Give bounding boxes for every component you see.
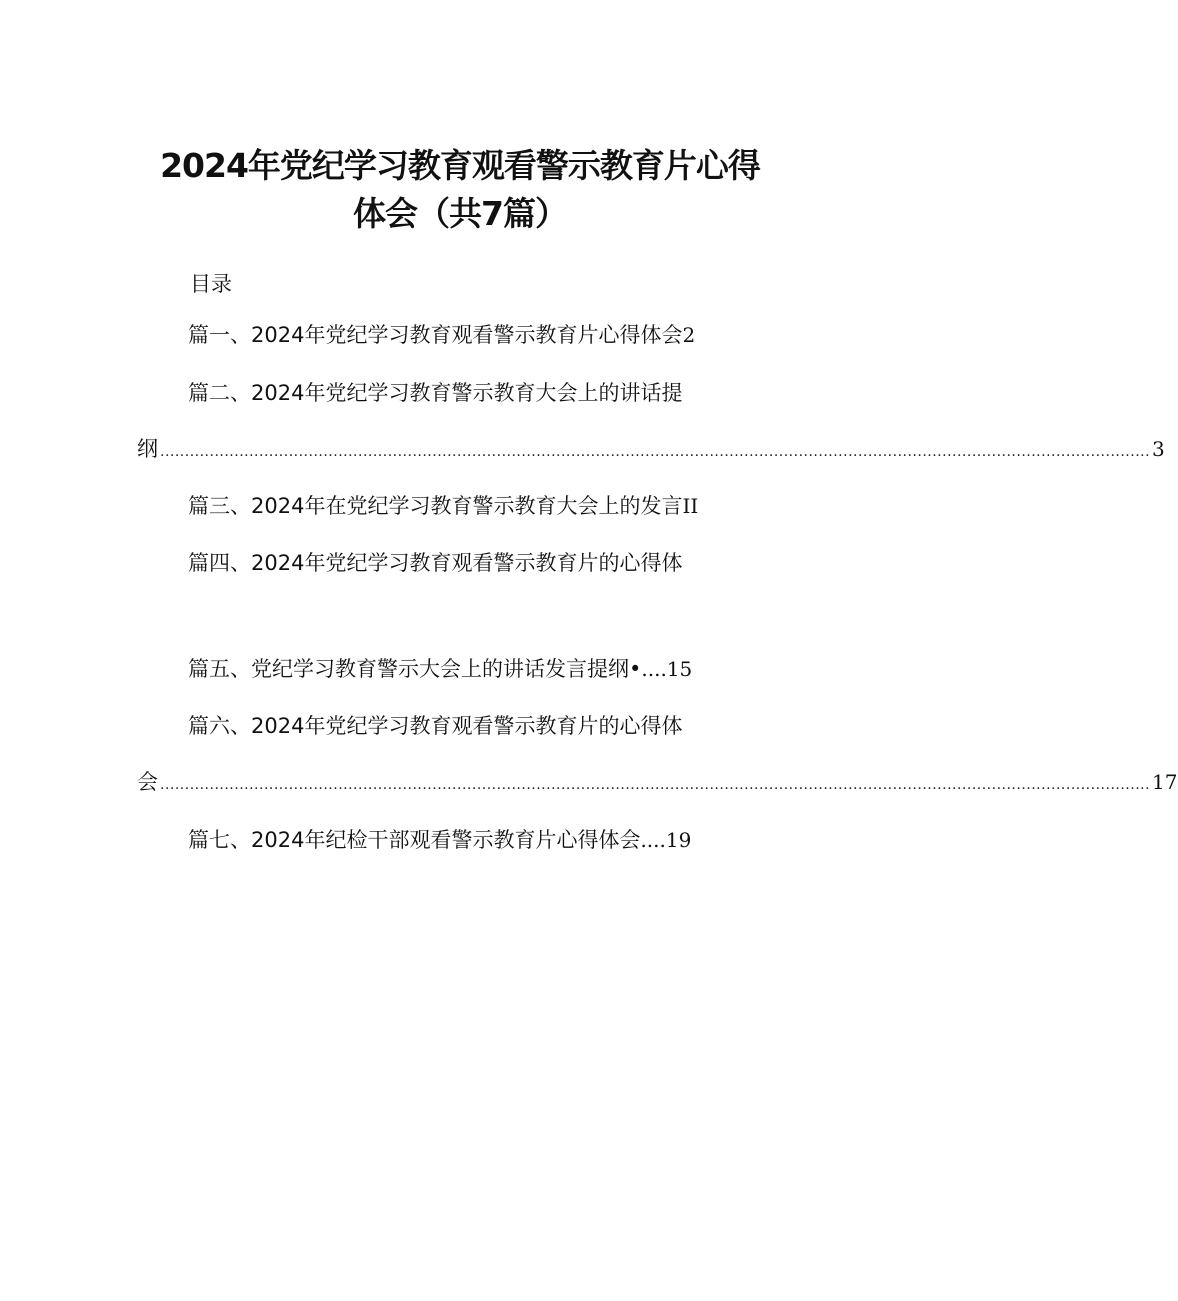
document-title-line-1: 2024年党纪学习教育观看警示教育片心得 (160, 146, 760, 185)
toc-entry-5-page: 15 (666, 657, 693, 681)
toc-entry-3-text: 篇三、2024年在党纪学习教育警示教育大会上的发言 (188, 494, 683, 518)
toc-entry-1[interactable] (188, 320, 695, 350)
toc-entry-6-page: 17 (1152, 770, 1178, 794)
toc-entry-4-text: 篇四、2024年党纪学习教育观看警示教育片的心得体 (188, 551, 683, 575)
document-title-line-2: 体会（共7篇） (353, 194, 567, 233)
toc-entry-7-text: 篇七、2024年纪检干部观看警示教育片心得体会 (188, 828, 641, 852)
toc-entry-5-leader: .... (641, 657, 667, 681)
toc-entry-1-text: 篇一、2024年党纪学习教育观看警示教育片心得体会 (188, 323, 683, 347)
toc-leader-dots: ........................................................................................................................................................................................................ (160, 777, 1151, 793)
toc-entry-2-continuation[interactable] (137, 434, 1165, 467)
toc-entry-2-page: 3 (1152, 437, 1165, 461)
toc-entry-2-cont-text: 纲 (137, 437, 158, 461)
toc-entry-2[interactable] (188, 378, 682, 408)
toc-entry-1-page: 2 (682, 323, 696, 347)
toc-entry-7-page: 19 (665, 828, 692, 852)
toc-entry-6-cont-text: 会 (137, 770, 158, 794)
toc-heading: 目录 (190, 272, 232, 296)
toc-entry-5[interactable] (188, 654, 692, 684)
toc-entry-6[interactable] (188, 711, 682, 741)
toc-entry-7[interactable] (188, 825, 691, 855)
toc-entry-6-continuation[interactable] (137, 767, 1178, 800)
toc-entry-5-text: 篇五、党纪学习教育警示大会上的讲话发言提纲• (188, 657, 642, 681)
toc-entry-4[interactable] (188, 548, 682, 578)
toc-entry-3-page: II (682, 494, 699, 518)
toc-entry-6-text: 篇六、2024年党纪学习教育观看警示教育片的心得体 (188, 714, 683, 738)
toc-entry-7-leader: .... (640, 828, 666, 852)
toc-entry-3[interactable] (188, 491, 698, 521)
toc-entry-2-text: 篇二、2024年党纪学习教育警示教育大会上的讲话提 (188, 381, 683, 405)
toc-leader-dots: ........................................................................................................................................................................................................ (160, 444, 1151, 460)
